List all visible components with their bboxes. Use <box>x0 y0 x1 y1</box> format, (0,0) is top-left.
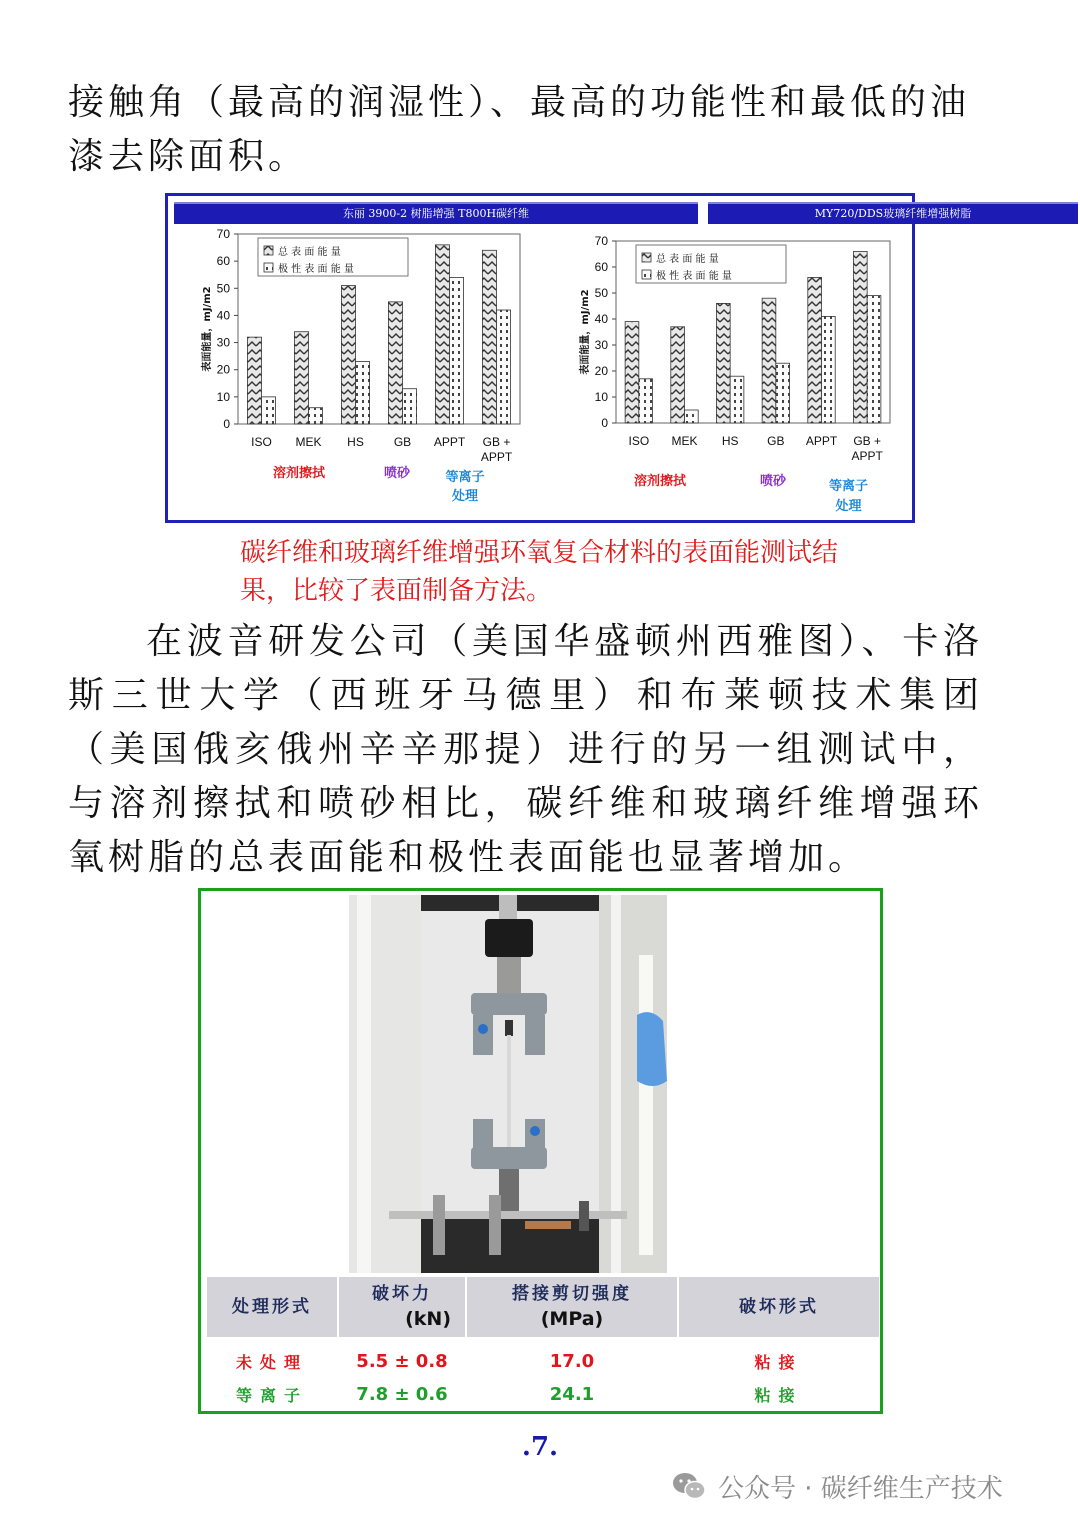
figure1-caption: 碳纤维和玻璃纤维增强环氧复合材料的表面能测试结果，比较了表面制备方法。 <box>240 538 839 606</box>
y-tick-label-left: 40 <box>216 308 230 323</box>
paragraph-1: 接触角（最高的润湿性）、最高的功能性和最低的油漆去除面积。 <box>68 82 971 177</box>
surface-energy-figure <box>165 193 972 523</box>
y-tick-label-left: 30 <box>216 335 230 350</box>
x-tick-label-right: APPT <box>851 449 883 463</box>
legend-swatch-right <box>642 253 651 262</box>
group-label-plasma-left-line2: 处理 <box>451 489 478 504</box>
group-label-grit-left: 喷砂 <box>384 466 411 481</box>
watermark <box>672 1466 1003 1506</box>
header-treatment-label: 处理形式 <box>232 1296 312 1317</box>
row-plasma-treatment: 等离子 <box>235 1386 308 1405</box>
y-tick-label-left: 70 <box>216 227 230 241</box>
tensile-tester-photo <box>349 895 667 1273</box>
table-row <box>206 1378 879 1411</box>
y-tick-label-right: 0 <box>601 416 608 430</box>
header-strength-unit: (MPa) <box>540 1308 604 1330</box>
y-tick-label-left: 50 <box>216 281 230 296</box>
lap-shear-test-figure <box>198 888 883 1414</box>
legend-swatch-left <box>264 246 273 255</box>
legend-label-right: 极 性 表 面 能 量 <box>656 271 732 282</box>
y-axis-label-right: 表面能量，mJ/m2 <box>580 289 591 375</box>
y-tick-label-left: 10 <box>216 389 230 404</box>
y-tick-label-left: 20 <box>216 362 230 377</box>
bar-left-polar-4 <box>450 277 464 424</box>
bar-left-polar-0 <box>262 397 276 424</box>
bar-left-total-5 <box>482 250 496 424</box>
x-tick-label-right: GB + <box>853 434 882 448</box>
bar-left-total-0 <box>247 337 261 424</box>
bar-left-total-1 <box>294 332 308 424</box>
header-force-unit: (kN) <box>405 1308 451 1330</box>
bar-left-polar-2 <box>356 362 370 424</box>
legend-swatch-right <box>642 270 651 279</box>
x-tick-label-left: ISO <box>251 435 272 449</box>
bar-left-total-2 <box>341 286 355 424</box>
x-tick-label-left: GB + <box>482 435 511 449</box>
bar-right-polar-1 <box>685 410 699 423</box>
y-tick-label-right: 60 <box>594 260 608 274</box>
bar-left-polar-1 <box>309 408 323 424</box>
bar-right-total-3 <box>762 298 776 423</box>
row-plasma-force: 7.8 ± 0.6 <box>356 1384 448 1405</box>
chart-title-left: 东丽 3900-2 树脂增强 T800H碳纤维 <box>174 202 698 224</box>
row-untreated-strength: 17.0 <box>549 1351 595 1372</box>
bar-right-total-0 <box>625 322 639 423</box>
header-force-label: 破坏力 <box>372 1284 432 1304</box>
legend-label-right: 总 表 面 能 量 <box>656 254 719 265</box>
x-tick-label-right: HS <box>721 434 739 448</box>
x-tick-label-left: APPT <box>480 450 513 464</box>
bar-right-polar-5 <box>867 296 881 423</box>
bar-left-polar-5 <box>497 310 511 424</box>
x-tick-label-left: APPT <box>433 435 466 449</box>
row-untreated-mode: 粘接 <box>754 1353 803 1372</box>
group-label-plasma-right-line1: 等离子 <box>828 479 868 494</box>
row-untreated-force: 5.5 ± 0.8 <box>356 1351 448 1372</box>
chart-title-right: MY720/DDS玻璃纤维增强树脂 <box>708 202 1078 224</box>
group-label-plasma-left <box>440 468 490 506</box>
tensile-tester-illustration <box>349 895 667 1273</box>
group-label-solvent-left: 溶剂擦拭 <box>273 466 326 481</box>
header-force <box>338 1277 466 1337</box>
bar-right-total-5 <box>853 251 867 423</box>
y-tick-label-right: 50 <box>594 286 608 300</box>
table-header-row <box>206 1277 879 1337</box>
y-axis-label-left: 表面能量，mJ/m2 <box>202 286 213 372</box>
page-number: .7. <box>521 1432 559 1462</box>
header-treatment <box>206 1277 338 1337</box>
y-tick-label-right: 20 <box>594 364 608 378</box>
group-label-grit-right: 喷砂 <box>760 474 787 489</box>
bar-left-polar-3 <box>403 389 417 424</box>
legend-label-left: 总 表 面 能 量 <box>278 247 341 258</box>
x-tick-label-right: GB <box>767 434 785 448</box>
x-tick-label-left: MEK <box>295 435 322 449</box>
header-strength <box>466 1277 678 1337</box>
group-label-solvent-right: 溶剂擦拭 <box>634 474 687 489</box>
bar-right-total-1 <box>671 327 685 423</box>
bar-left-total-3 <box>388 302 402 424</box>
bar-right-polar-4 <box>822 316 836 423</box>
lap-shear-results-table <box>205 1277 879 1411</box>
legend-label-left: 极 性 表 面 能 量 <box>278 264 354 275</box>
wechat-icon <box>672 1471 706 1501</box>
bar-right-total-4 <box>808 277 822 423</box>
header-mode <box>678 1277 879 1337</box>
y-tick-label-right: 40 <box>594 312 608 326</box>
watermark-text: 公众号 · 碳纤维生产技术 <box>718 1473 1003 1504</box>
bar-right-polar-0 <box>639 379 653 423</box>
x-tick-label-right: APPT <box>805 434 838 448</box>
legend-swatch-left <box>264 263 273 272</box>
bar-right-polar-2 <box>730 376 744 423</box>
header-mode-label: 破坏形式 <box>739 1296 819 1317</box>
bar-right-polar-3 <box>776 363 790 423</box>
group-label-plasma-right <box>821 477 876 517</box>
row-untreated-treatment: 未处理 <box>235 1353 308 1372</box>
x-tick-label-left: HS <box>347 435 364 449</box>
y-tick-label-left: 60 <box>216 254 230 269</box>
paragraph-2: 在波音研发公司（美国华盛顿州西雅图）、卡洛斯三世大学（西班牙马德里）和布莱顿技术集团（美国俄亥俄州辛辛那提）进行的另一组测试中，与溶剂擦拭和喷砂相比，碳纤维和玻璃纤维增强环氧树脂的总表面能和极性表面能也显著增加。 <box>68 621 983 878</box>
y-tick-label-right: 70 <box>594 234 608 248</box>
group-label-plasma-left-line1: 等离子 <box>445 470 485 485</box>
table-row <box>206 1337 879 1378</box>
x-tick-label-right: MEK <box>671 434 698 448</box>
bar-left-total-4 <box>435 245 449 424</box>
y-tick-label-left: 0 <box>223 417 230 431</box>
x-tick-label-left: GB <box>393 435 412 449</box>
group-label-plasma-right-line2: 处理 <box>835 499 862 514</box>
row-plasma-strength: 24.1 <box>549 1384 595 1405</box>
row-plasma-mode: 粘接 <box>754 1386 803 1405</box>
x-tick-label-right: ISO <box>628 434 650 448</box>
y-tick-label-right: 10 <box>594 390 608 404</box>
header-strength-label: 搭接剪切强度 <box>512 1284 632 1304</box>
y-tick-label-right: 30 <box>594 338 608 352</box>
bar-right-total-2 <box>716 303 730 423</box>
